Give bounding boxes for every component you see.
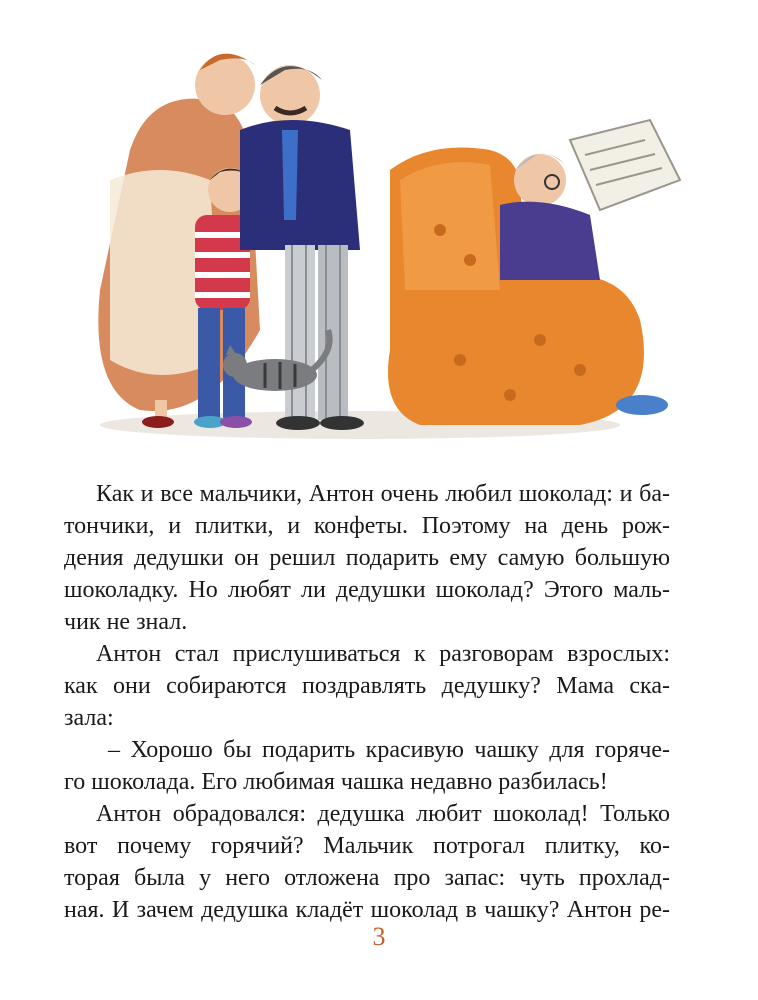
text-line: Антон стал прислушиваться к разговорам взрослых: (96, 641, 670, 667)
text-line: ная. И зачем дедушка кладёт шоколад в чашку? Антон ре- (64, 897, 670, 923)
text-line: как они собираются поздравлять дедушку? Мама ска- (64, 673, 670, 699)
text-line: го шоколада. Его любимая чашка недавно разбилась! (64, 769, 608, 795)
paragraph (64, 798, 670, 926)
text-line: тончики, и плитки, и конфеты. Поэтому на день рож- (64, 513, 670, 539)
text-line: Антон обрадовался: дедушка любит шоколад! Только (96, 801, 670, 827)
text-line: торая была у него отложена про запас: чуть прохлад- (64, 865, 670, 891)
text-line: вот почему горячий? Мальчик потрогал плитку, ко- (64, 833, 670, 859)
paragraph (64, 638, 670, 734)
text-line: шоколадку. Но любят ли дедушки шоколад? Этого маль- (64, 577, 670, 603)
text-line: зала: (64, 705, 114, 731)
text-line: дения дедушки он решил подарить ему самую большую (64, 545, 670, 571)
family-scene-illustration (60, 30, 700, 450)
text-line: – Хорошо бы подарить красивую чашку для горяче- (108, 737, 670, 763)
text-line: чик не знал. (64, 609, 188, 635)
paragraph (64, 478, 670, 638)
text-line: Как и все мальчики, Антон очень любил шоколад: и ба- (96, 481, 670, 507)
page-number: 3 (372, 922, 386, 951)
paragraph (64, 734, 670, 798)
story-text (64, 478, 670, 926)
